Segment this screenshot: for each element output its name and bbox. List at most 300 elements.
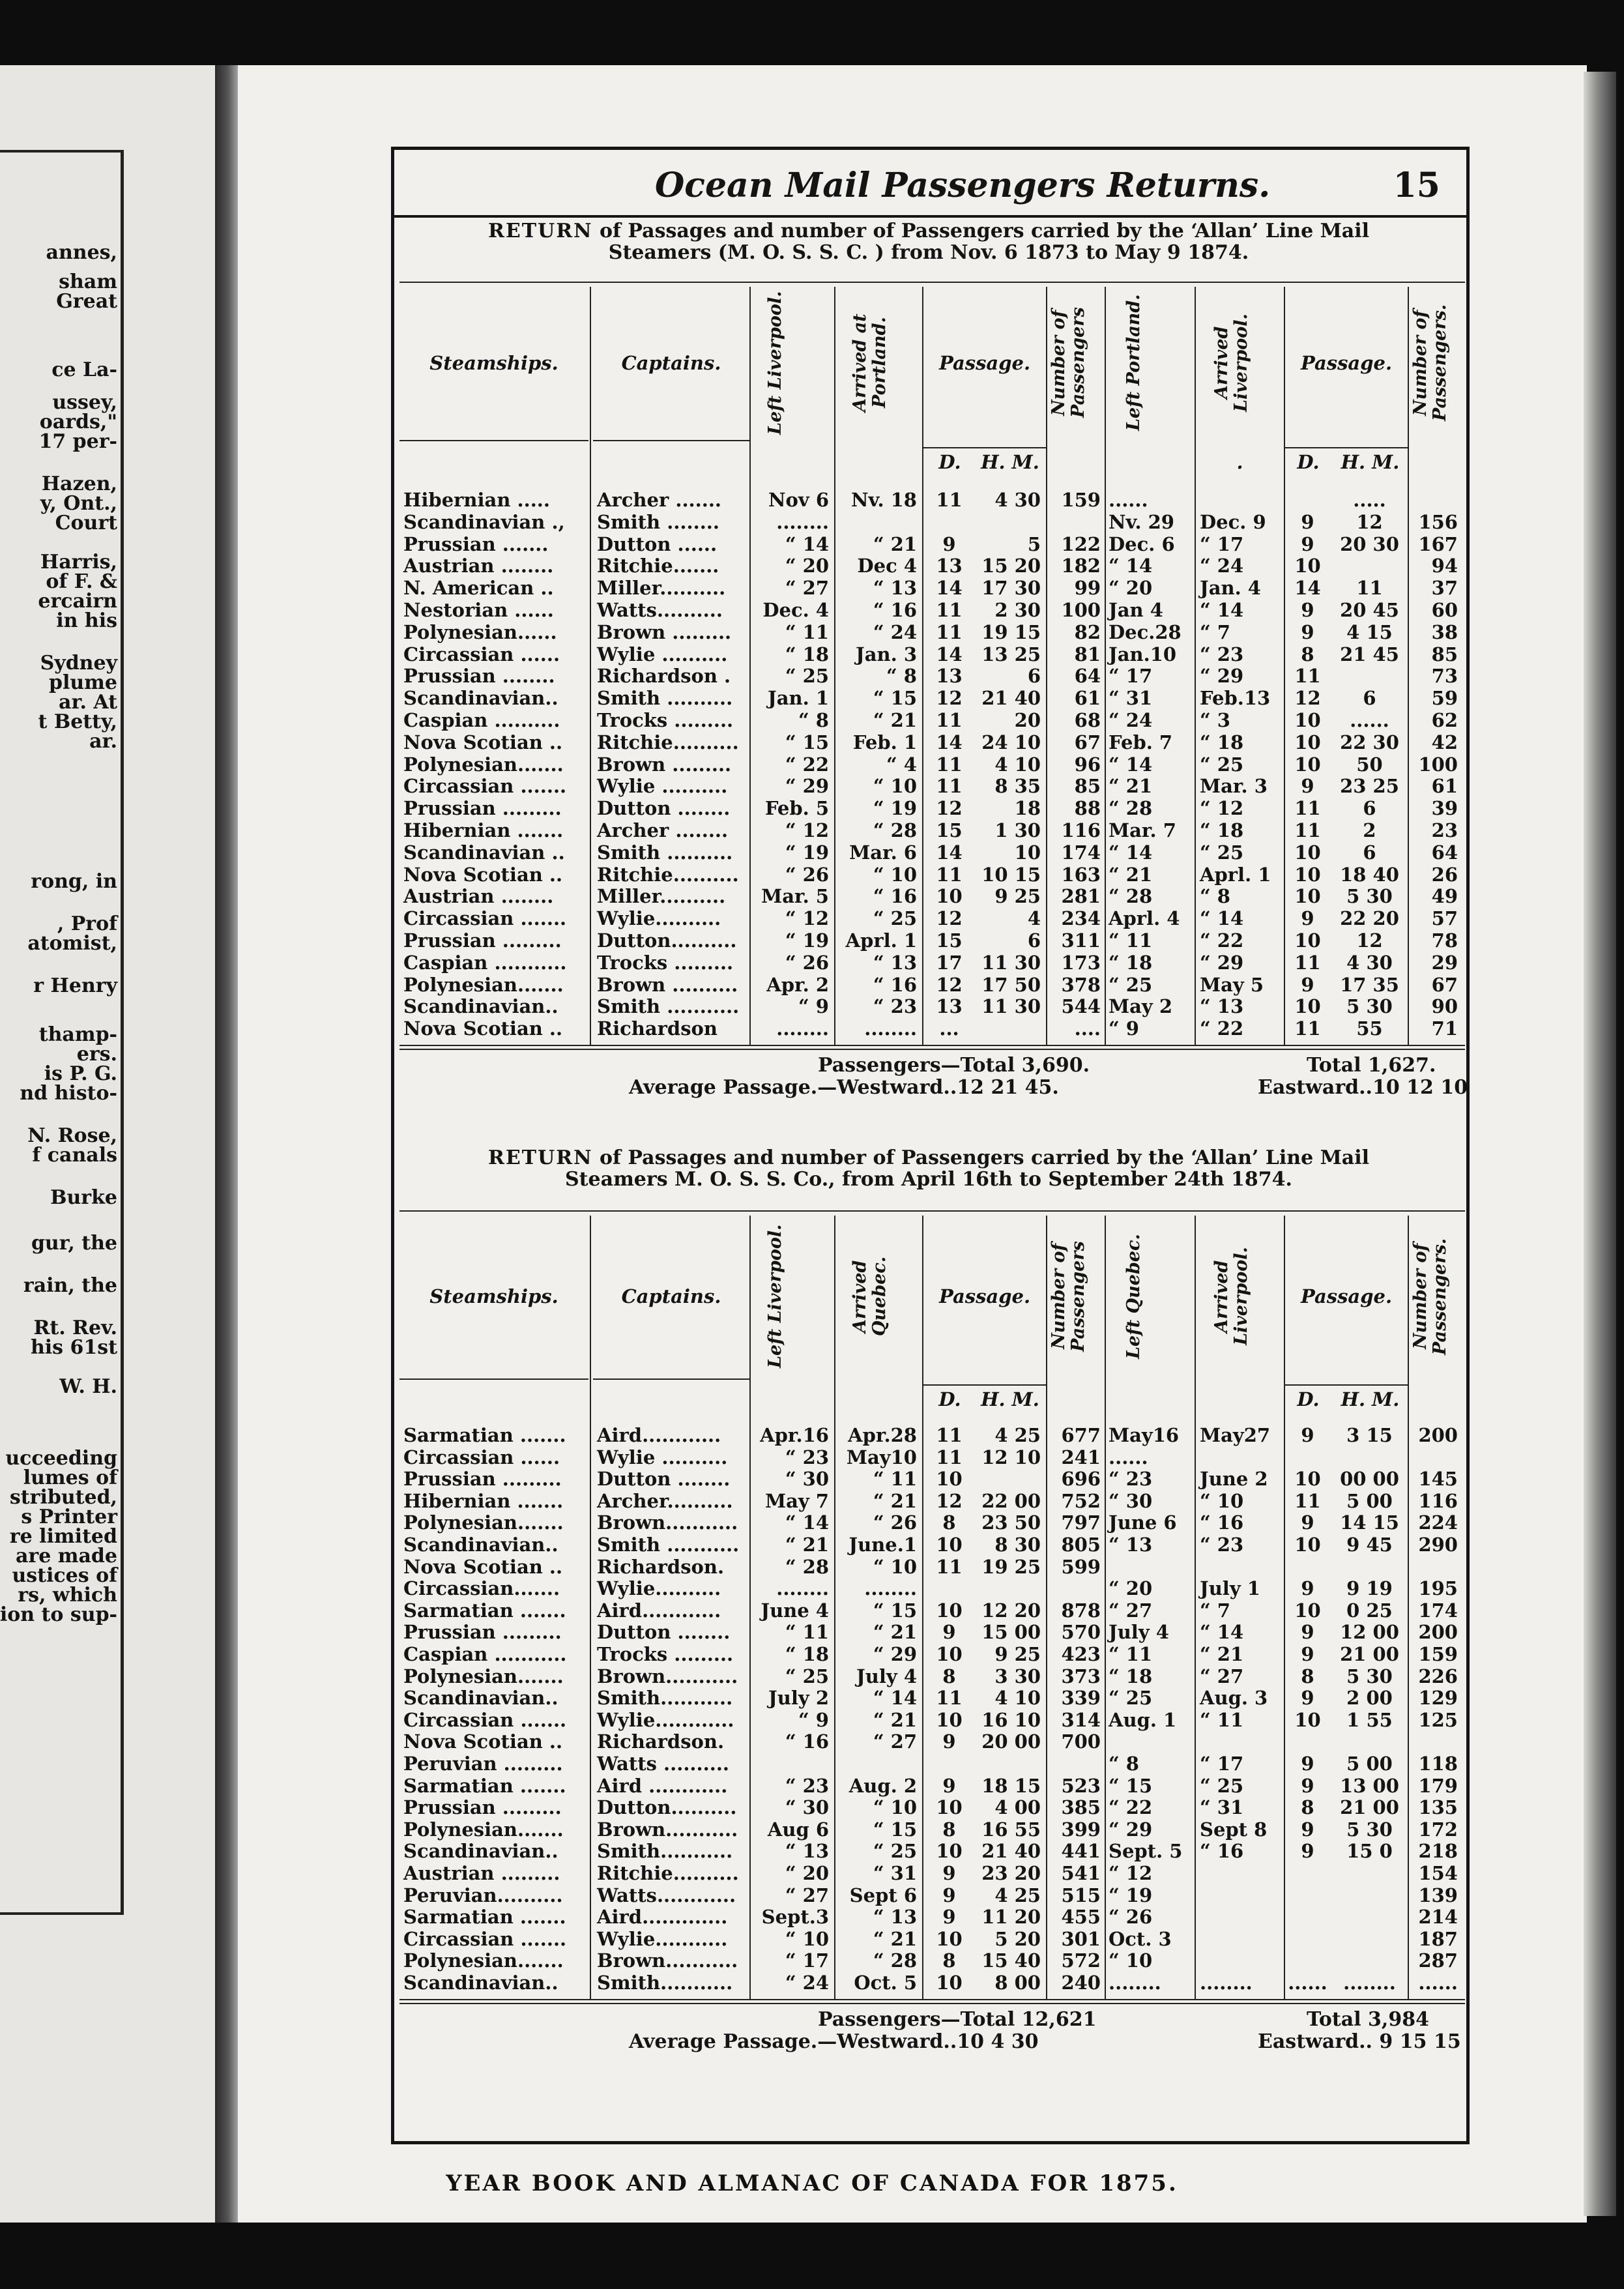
table-cell: “ 21 [873,1489,917,1512]
table-cell: “ 11 [785,620,829,643]
page-title: Ocean Mail Passengers Returns. [655,166,1271,205]
table-cell: “ 15 [873,1818,917,1841]
table-cell: Jan. 1 [768,687,829,710]
table-cell: 39 [1431,797,1458,820]
table-cell: 677 [1061,1424,1101,1446]
passage-rule [1285,447,1408,448]
left-page-fragment: , Prof [57,912,117,935]
table-cell: Hibernian ....... [403,1489,564,1512]
table-cell: “ 20 [785,555,829,577]
left-page-fragment: rain, the [23,1274,117,1297]
table-cell: Smith .......... [597,841,733,864]
table-cell: 12 [1356,510,1383,533]
table-cell: 572 [1061,1949,1101,1972]
table-cell: Polynesian....... [403,1949,564,1972]
table-cell: 314 [1061,1708,1101,1731]
left-page-fragment: rong, in [31,870,117,893]
table-cell: “ 4 [886,753,917,776]
table-cell: 385 [1061,1796,1101,1819]
table-cell: Sarmatian ....... [403,1424,566,1446]
table-cell: Wylie .......... [597,775,728,798]
table-cell: “ 16 [873,885,917,908]
table-cell: 11 [936,863,963,886]
table-cell: “ 31 [1109,687,1153,710]
table-cell: “ 28 [785,1555,829,1578]
table-cell: 122 [1061,532,1101,555]
left-page-fragment: thamp- [38,1023,117,1046]
table-cell: 9 [1301,532,1314,555]
table-cell: May27 [1200,1424,1271,1446]
table-cell: Mar. 6 [849,841,917,864]
table-cell: Brown........... [597,1949,738,1972]
table-cell: Prussian ......... [403,1468,562,1491]
table-cell: “ 20 [1109,577,1153,600]
table-cell: “ 14 [1109,555,1153,577]
table-cell: 10 15 [981,863,1041,886]
table-cell: 523 [1061,1774,1101,1797]
table-cell: June 4 [761,1599,829,1622]
table-cell: Nova Scotian .. [403,1730,563,1753]
table-cell: Richardson. [597,1555,725,1578]
table-cell: Dec. 4 [762,599,829,621]
table-cell: 71 [1431,1017,1458,1040]
table-cell: “ 10 [1200,1489,1244,1512]
table-cell: 21 00 [1340,1796,1399,1819]
left-page-fragment: ucceeding [5,1447,117,1470]
table-cell: May 5 [1200,973,1264,996]
table-cell: Archer ........ [597,819,729,841]
table-cell: Caspian .......... [403,709,560,731]
table-cell: 8 35 [994,775,1041,798]
header-bottom-rule [399,1378,588,1380]
column-rule [1408,1216,1409,1999]
table-cell: 11 [1294,797,1321,820]
table-cell: Dutton ........ [597,1468,731,1491]
left-page-fragment: sham [59,270,117,293]
table-cell: “ 19 [873,797,917,820]
table-cell: “ 13 [1109,1534,1153,1556]
summary-total-eastward: Total 3,984 [1307,2007,1429,2031]
table-cell: “ 13 [785,1840,829,1863]
table-cell: “ 11 [873,1468,917,1491]
table-cell: “ 17 [1200,1753,1244,1775]
table-cell: 116 [1061,819,1101,841]
table-cell: Ritchie....... [597,555,719,577]
table-cell: 11 [936,620,963,643]
table-cell: 11 [936,1446,963,1468]
table-cell: “ 31 [873,1862,917,1884]
table-bottom-rule [399,1045,1465,1046]
table-cell: 64 [1074,665,1101,688]
table-cell: Watts............ [597,1884,736,1906]
subheader-hours-minutes: H. M. [981,1388,1039,1410]
header-bottom-rule [593,1378,749,1380]
page-footer: YEAR BOOK AND ALMANAC OF CANADA FOR 1875. [446,2170,1178,2196]
subheader-hours-minutes-2: H. M. [1341,451,1400,473]
table-cell: Dutton ........ [597,797,731,820]
section-title-line-1 [407,1147,1450,1169]
table-cell: 5 [1027,532,1041,555]
table-cell: 4 30 [1346,951,1393,974]
left-page-fragment: y, Ont., [40,492,117,515]
table-cell: “ 26 [785,951,829,974]
table-cell: 11 [936,753,963,776]
table-cell: Circassian ....... [403,1708,567,1731]
table-cell: 174 [1418,1599,1458,1622]
table-cell: Miller.......... [597,577,726,600]
table-cell: Nv. 18 [851,489,917,511]
left-page-fragment: ion to sup- [0,1603,117,1626]
table-cell: “ 21 [785,1534,829,1556]
table-cell: Watts.......... [597,599,723,621]
table-cell: Prussian ........ [403,665,555,688]
summary-total-westward: Passengers—Total 12,621 [818,2007,1097,2031]
table-cell: 8 [942,1818,956,1841]
table-cell: “ 20 [785,1862,829,1884]
table-cell: Prussian ......... [403,929,562,952]
table-cell: 281 [1061,885,1101,908]
table-cell: 240 [1061,1972,1101,1994]
table-cell: 11 [936,775,963,798]
table-cell: “ 25 [1200,1774,1244,1797]
page-number: 15 [1393,166,1440,205]
table-cell: 12 10 [981,1446,1041,1468]
table-cell: 17 [936,951,963,974]
table-cell: “ 30 [785,1468,829,1491]
table-cell: 22 00 [981,1489,1041,1512]
table-cell: 5 30 [1346,995,1393,1018]
table-cell: 9 [942,1774,956,1797]
table-cell: “ 25 [1200,753,1244,776]
left-page-fragment: f canals [32,1144,117,1167]
table-cell: 10 [1294,885,1321,908]
summary-total-westward: Passengers—Total 3,690. [818,1054,1090,1077]
table-cell: “ 15 [785,731,829,753]
table-cell: 163 [1061,863,1101,886]
table-cell: 11 20 [981,1906,1041,1929]
left-page-fragment: 17 per- [38,430,117,453]
subheader-days: D. [938,1388,961,1410]
table-cell: 5 30 [1346,1665,1393,1687]
table-cell: Apr.16 [760,1424,829,1446]
table-cell: “ 18 [785,643,829,665]
table-cell: 805 [1061,1534,1101,1556]
table-cell: “ 30 [1109,1489,1153,1512]
table-cell: 9 [1301,1774,1314,1797]
table-cell: July 2 [768,1687,829,1710]
table-cell: 5 30 [1346,1818,1393,1841]
table-cell: Scandinavian.. [403,1687,558,1710]
table-cell: 8 [1301,1665,1314,1687]
table-cell: 4 00 [994,1796,1041,1819]
table-cell: 11 [936,599,963,621]
left-page-fragment: plume [48,671,117,694]
subheader-days: D. [938,451,961,473]
table-cell: 73 [1431,665,1458,688]
table-cell: “ 9 [798,995,829,1018]
table-cell: 129 [1418,1687,1458,1710]
table-cell: “ 17 [785,1949,829,1972]
table-cell: 12 20 [981,1599,1041,1622]
table-cell: “ 21 [873,532,917,555]
table-cell: “ 13 [873,577,917,600]
table-cell: Sarmatian ....... [403,1774,566,1797]
table-cell: 23 [1431,819,1458,841]
table-cell: 21 40 [981,687,1041,710]
table-cell: 11 [1294,665,1321,688]
table-cell: 182 [1061,555,1101,577]
table-cell: “ 23 [1109,1468,1153,1491]
left-page-fragment: stributed, [9,1486,117,1509]
table-cell: 3 15 [1346,1424,1393,1446]
table-cell: “ 9 [798,1708,829,1731]
table-cell: Sept. 5 [1109,1840,1183,1863]
table-cell: 9 [1301,1643,1314,1665]
table-cell: 11 30 [981,995,1041,1018]
header-top-rule [399,282,1465,283]
table-cell: 17 30 [981,577,1041,600]
table-cell: Nov 6 [768,489,829,511]
table-cell: July 4 [856,1665,917,1687]
table-cell: Ritchie.......... [597,1862,739,1884]
table-cell: 14 15 [1340,1511,1399,1534]
table-cell: 200 [1418,1424,1458,1446]
table-cell: 12 [936,1489,963,1512]
table-cell: 85 [1074,775,1101,798]
table-cell: 10 [936,1927,963,1950]
col-header-steamships: Steamships. [429,1285,558,1307]
table-cell: Hibernian ....... [403,819,564,841]
left-page-fragment: W. H. [59,1375,117,1398]
table-cell: “ 13 [873,951,917,974]
section-title-rest: of Passages and number of Passengers carried by the ‘Allan’ Line Mail [592,220,1370,242]
table-cell: ... [939,1017,959,1040]
table-cell: Circassian ....... [403,907,567,930]
summary-average-eastward: Eastward.. 9 15 15 [1258,2030,1461,2053]
table-cell: 11 [936,1687,963,1710]
table-cell: 9 [1301,1577,1314,1600]
page-header [394,150,1466,218]
col-header-passage-2: Passage. [1300,1285,1393,1307]
table-cell: 99 [1074,577,1101,600]
summary-rule [399,1049,1465,1050]
table-cell: 10 [1294,1708,1321,1731]
table-cell: “ 14 [1200,599,1244,621]
table-cell: “ 21 [873,709,917,731]
table-cell: Aug. 2 [848,1774,917,1797]
col-header-steamships: Steamships. [429,351,558,374]
table-cell: 67 [1074,731,1101,753]
table-cell: 599 [1061,1555,1101,1578]
table-cell: Aird............ [597,1424,721,1446]
table-cell: Ritchie.......... [597,731,739,753]
table-cell: “ 29 [873,1643,917,1665]
table-cell: 2 [1363,819,1376,841]
table-cell: “ 18 [1200,731,1244,753]
table-cell: “ 27 [785,577,829,600]
table-cell: “ 10 [873,1555,917,1578]
table-cell: 311 [1061,929,1101,952]
table-cell: Aprl. 1 [845,929,917,952]
table-cell: Aug. 3 [1200,1687,1268,1710]
table-cell: “ 14 [785,1511,829,1534]
table-cell: 20 45 [1340,599,1399,621]
left-page-fragment: gur, the [31,1232,117,1255]
section-title-lead: RETURN [487,220,593,242]
column-rule [1046,1216,1047,1999]
column-rule [749,1216,751,1999]
table-cell: 11 [936,1424,963,1446]
table-cell: 10 [1294,1468,1321,1491]
table-cell: 10 [1294,731,1321,753]
section-title-line-1 [407,220,1450,242]
left-page-fragment: oards," [39,411,117,433]
table-cell: 4 25 [994,1424,1041,1446]
table-cell: ...... [1109,1446,1148,1468]
column-rule [922,287,923,1045]
table-cell: “ 21 [873,1708,917,1731]
table-cell: “ 19 [1109,1884,1153,1906]
table-cell: 10 [936,885,963,908]
section-title-lead: RETURN [487,1146,593,1169]
table-cell: 8 [1301,1796,1314,1819]
table-cell: 82 [1074,620,1101,643]
table-cell: 8 00 [994,1972,1041,1994]
table-cell: Nv. 29 [1109,510,1174,533]
table-cell: 9 [1301,510,1314,533]
table-cell: 29 [1431,951,1458,974]
table-cell: “ 27 [785,1884,829,1906]
table-cell: 4 30 [994,489,1041,511]
table-cell: “ 15 [1109,1774,1153,1797]
table-cell: “ 8 [798,709,829,731]
table-cell: Wylie............ [597,1708,734,1731]
left-page-fragment: ce La- [51,358,117,381]
table-cell: “ 13 [873,1906,917,1929]
table-cell: “ 26 [785,863,829,886]
table-cell: “ 12 [1200,797,1244,820]
table-cell: Smith ........... [597,995,740,1018]
table-cell: 68 [1074,709,1101,731]
table-cell: 9 25 [994,1643,1041,1665]
table-cell: 10 [1294,709,1321,731]
table-cell: 14 [936,577,963,600]
table-cell: 17 50 [981,973,1041,996]
table-cell: 23 20 [981,1862,1041,1884]
table-cell: Prussian ......... [403,1621,562,1644]
table-cell: ........ [776,1017,829,1040]
table-cell: 9 [1301,973,1314,996]
table-cell: 12 [936,907,963,930]
table-cell: 19 15 [981,620,1041,643]
table-cell: Jan.10 [1109,643,1177,665]
table-cell: 570 [1061,1621,1101,1644]
table-cell: “ 21 [873,1621,917,1644]
table-cell: Scandinavian.. [403,1534,558,1556]
table-cell: 116 [1418,1489,1458,1512]
table-cell: 8 [942,1511,956,1534]
table-cell: Feb.13 [1200,687,1271,710]
column-rule [834,287,835,1045]
table-cell: Prussian ......... [403,797,562,820]
table-cell: 21 00 [1340,1643,1399,1665]
table-cell: 6 [1363,841,1376,864]
table-cell: “ 26 [873,1511,917,1534]
table-cell: 18 [1014,797,1041,820]
table-cell: Aug. 1 [1109,1708,1177,1731]
table-cell: “ 22 [1200,929,1244,952]
table-cell: “ 19 [785,841,829,864]
table-cell: Smith ........ [597,510,719,533]
table-cell: “ 21 [1109,863,1153,886]
table-cell: 118 [1418,1753,1458,1775]
table-cell: 00 00 [1340,1468,1399,1491]
table-cell: 8 [942,1949,956,1972]
table-cell: “ 29 [1200,665,1244,688]
table-cell: 174 [1061,841,1101,864]
table-cell: 9 [1301,1511,1314,1534]
table-cell: Apr.28 [848,1424,917,1446]
table-cell: 15 [936,819,963,841]
table-cell: 10 [1294,929,1321,952]
table-cell: ...... [1418,1972,1458,1994]
table-cell: “ 13 [1200,995,1244,1018]
table-cell: “ 22 [785,753,829,776]
table-cell: “ 25 [1200,841,1244,864]
table-cell: 12 [1356,929,1383,952]
table-cell: 22 20 [1340,907,1399,930]
col-header-left-2: Left Portland. [1124,294,1144,431]
table-cell: Brown........... [597,1511,738,1534]
subheader-dot: . [1236,451,1243,473]
left-page-fragment: Court [55,512,117,534]
table-cell: 15 00 [981,1621,1041,1644]
table-cell: “ 16 [873,599,917,621]
table-cell: 100 [1061,599,1101,621]
table-cell: 4 10 [994,753,1041,776]
table-cell: May 7 [764,1489,829,1512]
table-cell: Scandinavian ., [403,510,565,533]
table-cell: Dec. 9 [1200,510,1266,533]
table-cell: 423 [1061,1643,1101,1665]
table-cell: “ 10 [873,863,917,886]
table-cell: 9 [1301,1687,1314,1710]
table-cell: 14 [936,841,963,864]
table-cell: 159 [1061,489,1101,511]
table-cell: “ 10 [873,1796,917,1819]
table-cell: 218 [1418,1840,1458,1863]
table-cell: “ 15 [873,1599,917,1622]
table-cell: Aprl. 4 [1109,907,1180,930]
table-cell: 3 30 [994,1665,1041,1687]
table-cell: “ 23 [785,1774,829,1797]
table-cell: Circassian....... [403,1577,560,1600]
table-cell: “ 8 [1109,1753,1139,1775]
table-cell: “ 17 [1200,532,1244,555]
table-cell: Smith........... [597,1687,733,1710]
col-header-number: Number of Passengers [1049,307,1088,418]
table-cell: Hibernian ..... [403,489,550,511]
left-page-fragment: ercairn [38,590,117,613]
table-cell: 81 [1074,643,1101,665]
left-page-fragment: nd histo- [20,1082,117,1105]
table-cell: 12 [936,797,963,820]
table-cell: 16 55 [981,1818,1041,1841]
table-cell: Nestorian ...... [403,599,554,621]
table-cell: 60 [1431,599,1458,621]
table-cell: “ 21 [873,1927,917,1950]
table-cell: 200 [1418,1621,1458,1644]
